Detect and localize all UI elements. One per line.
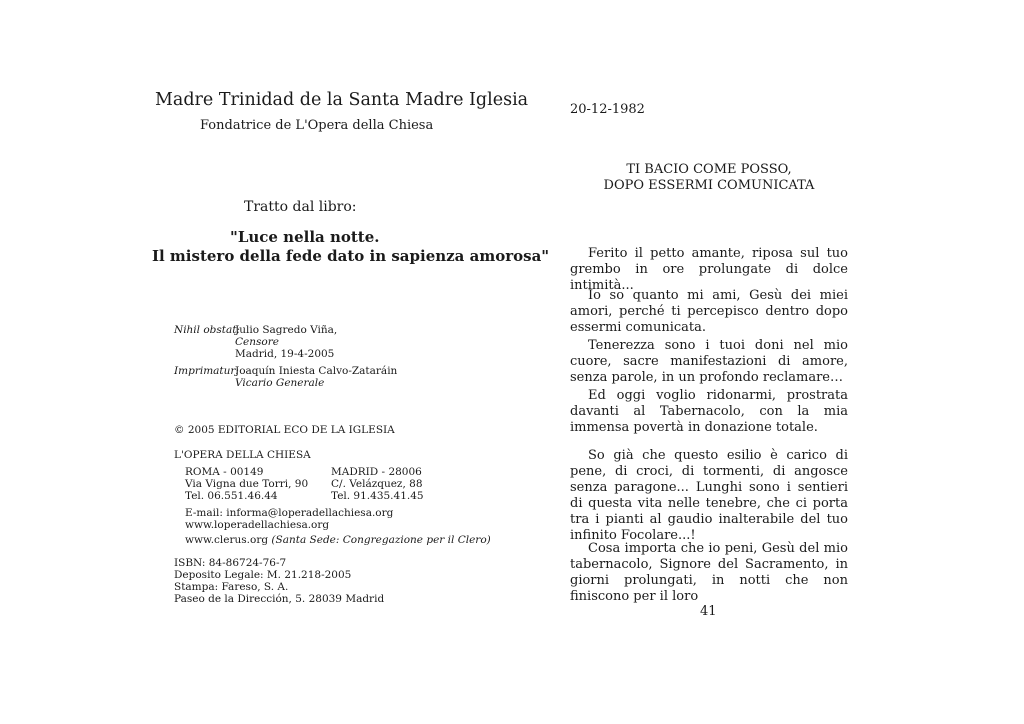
website-line: www.loperadellachiesa.org <box>185 519 330 531</box>
nihil-obstat-place: Madrid, 19-4-2005 <box>235 348 335 360</box>
source-intro: Tratto dal libro: <box>244 199 357 215</box>
author-name: Madre Trinidad de la Santa Madre Iglesia <box>155 90 529 110</box>
copyright: © 2005 EDITORIAL ECO DE LA IGLESIA <box>174 424 395 436</box>
roma-line1: ROMA - 00149 <box>185 466 264 478</box>
imprimatur-label: Imprimatur: <box>174 365 239 377</box>
entry-title-line1: TI BACIO COME POSSO, <box>626 162 792 177</box>
nihil-obstat-name: Julio Sagredo Viña, <box>235 324 338 336</box>
madrid-line1: MADRID - 28006 <box>331 466 422 478</box>
book-title-line2: Il mistero della fede dato in sapienza amorosa" <box>152 247 550 265</box>
book-title-line1: "Luce nella notte. <box>230 228 380 246</box>
clerus-url: www.clerus.org <box>185 534 269 546</box>
nihil-obstat-role: Censore <box>235 336 279 348</box>
paseo-line: Paseo de la Dirección, 5. 28039 Madrid <box>174 593 385 605</box>
founder-subtitle: Fondatrice de L'Opera della Chiesa <box>200 118 434 133</box>
madrid-line3: Tel. 91.435.41.45 <box>331 490 424 502</box>
paragraph-6: Cosa importa che io peni, Gesù del mio tabernacolo, Signore del Sacramento, in giorni prolungati, in notti che non finiscono per il loro <box>570 541 848 604</box>
roma-line2: Via Vigna due Torri, 90 <box>185 478 309 490</box>
stampa-line: Stampa: Fareso, S. A. <box>174 581 289 593</box>
madrid-line2: C/. Velázquez, 88 <box>331 478 423 490</box>
paragraph-3: Tenerezza sono i tuoi doni nel mio cuore, sacre manifestazioni di amore, senza parole, in un profondo reclamare… <box>570 338 848 385</box>
roma-line3: Tel. 06.551.46.44 <box>185 490 278 502</box>
email-line: E-mail: informa@loperadellachiesa.org <box>185 507 394 519</box>
imprimatur-name: Joaquín Iniesta Calvo-Zataráin <box>235 365 398 377</box>
paragraph-5: So già che questo esilio è carico di pene, di croci, di tormenti, di angosce senza paragone... Lunghi sono i sentieri di questa vita nelle tenebre, che ci porta tra i pianti al gaudio inalterabile del tuo infinito Focolare...! <box>570 448 848 543</box>
clerus-line <box>185 534 491 546</box>
entry-date: 20-12-1982 <box>570 102 645 117</box>
opera-name: L'OPERA DELLA CHIESA <box>174 449 311 461</box>
deposito-line: Deposito Legale: M. 21.218-2005 <box>174 569 352 581</box>
clerus-note: (Santa Sede: Congregazione per il Clero) <box>271 534 491 546</box>
nihil-obstat-label: Nihil obstat: <box>174 324 241 336</box>
entry-title-line2: DOPO ESSERMI COMUNICATA <box>603 178 815 193</box>
imprimatur-role: Vicario Generale <box>235 377 325 389</box>
isbn-line: ISBN: 84-86724-76-7 <box>174 557 287 569</box>
paragraph-4: Ed oggi voglio ridonarmi, prostrata davanti al Tabernacolo, con la mia immensa povertà in donazione totale. <box>570 388 848 435</box>
page-number: 41 <box>700 604 717 619</box>
paragraph-1: Ferito il petto amante, riposa sul tuo grembo in ore prolungate di dolce intimità... <box>570 246 848 293</box>
paragraph-2: Io so quanto mi ami, Gesù dei miei amori, perché ti percepisco dentro dopo essermi comunicata. <box>570 288 848 335</box>
